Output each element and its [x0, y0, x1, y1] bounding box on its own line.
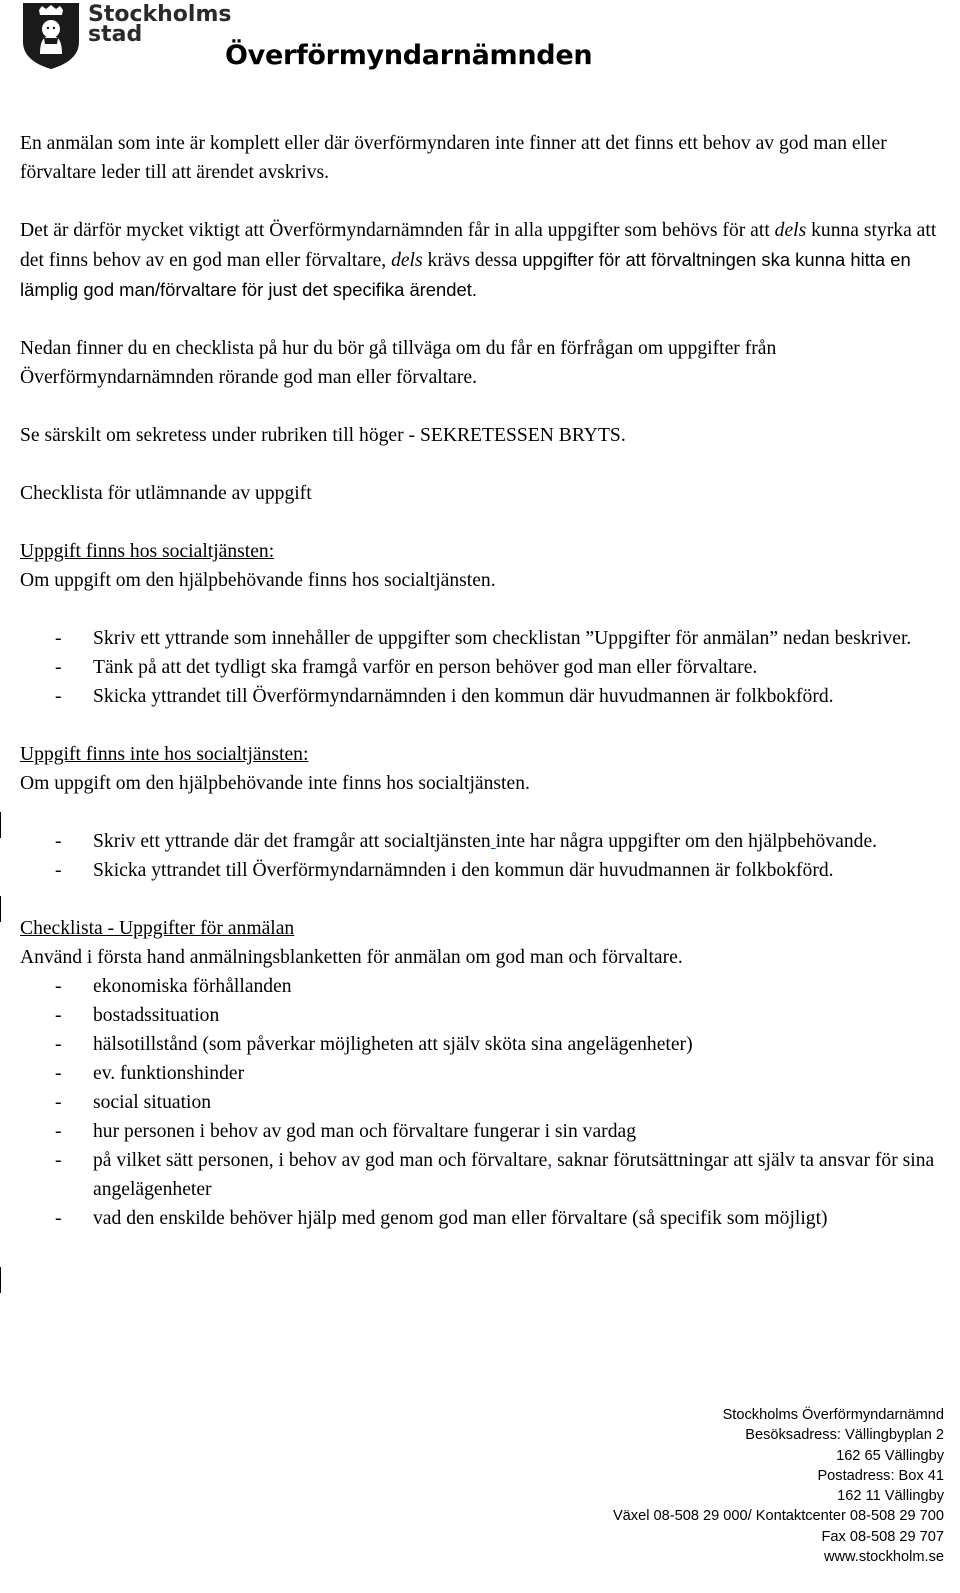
list-item: - hur personen i behov av god man och förvaltare fungerar i sin vardag [55, 1121, 636, 1142]
list-item: - ekonomiska förhållanden [55, 976, 292, 997]
list-item: - Skicka yttrandet till Överförmyndarnämnden i den kommun där huvudmannen är folkbokförd. [55, 686, 834, 707]
department-title: Överförmyndarnämnden [225, 40, 593, 71]
list-item: - vad den enskilde behöver hjälp med genom god man eller förvaltare (så specifik som möjligt) [55, 1208, 828, 1229]
section-intro-no-info: Om uppgift om den hjälpbehövande inte finns hos socialtjänsten. [20, 773, 530, 794]
footer-postal-postcode: 162 11 Vällingby [837, 1488, 944, 1505]
list-item: - Tänk på att det tydligt ska framgå varför en person behöver god man eller förvaltare. [55, 657, 758, 678]
contact-footer [344, 1405, 944, 1567]
footer-visit-address: Besöksadress: Vällingbyplan 2 [745, 1427, 944, 1444]
footer-org-name: Stockholms Överförmyndarnämnd [722, 1407, 944, 1423]
list-item: - Skriv ett yttrande som innehåller de uppgifter som checklistan ”Uppgifter för anmälan” nedan beskriver. [55, 628, 912, 649]
importance-paragraph: Det är därför mycket viktigt att Överförmyndarnämnden får in alla uppgifter som behövs för att dels kunna styrka att det finns behov av en god man eller förvaltare, dels krävs dessa uppgifter för att förvaltningen ska kunna hitta en lämplig god man/förvaltare för just det specifika ärendet. [20, 220, 937, 300]
checklist-title: Checklista för utlämnande av uppgift [20, 483, 312, 504]
document-body [20, 129, 940, 1233]
report-checklist [20, 972, 940, 1233]
section-heading-has-info: Uppgift finns hos socialtjänsten: [20, 541, 275, 562]
checklist-intro-paragraph: Nedan finner du en checklista på hur du bör gå tillväga om du får en förfrågan om uppgifter från Överförmyndarnämnden rörande god man eller förvaltare. [20, 338, 777, 388]
intro-paragraph: En anmälan som inte är komplett eller där överförmyndaren inte finner att det finns ett behov av god man eller förvaltare leder till att ärendet avskrivs. [20, 133, 887, 183]
revision-bar [0, 812, 1, 838]
list-item: - Skriv ett yttrande där det framgår att socialtjänsten inte har några uppgifter om den hjälpbehövande. [55, 831, 878, 852]
page-header [0, 0, 960, 90]
list-item: - på vilket sätt personen, i behov av god man och förvaltare, saknar förutsättningar att själv ta ansvar för sina angelägenheter [55, 1150, 935, 1200]
stockholm-crest-logo [22, 2, 80, 70]
list-item: - bostadssituation [55, 1005, 220, 1026]
secrecy-note: Se särskilt om sekretess under rubriken till höger - SEKRETESSEN BRYTS. [20, 425, 626, 446]
revision-bar [0, 896, 1, 922]
footer-phone: Växel 08-508 29 000/ Kontaktcenter 08-508 29 700 [612, 1508, 944, 1525]
section-heading-no-info: Uppgift finns inte hos socialtjänsten: [20, 744, 309, 765]
list-item: - hälsotillstånd (som påverkar möjligheten att själv sköta sina angelägenheter) [55, 1034, 693, 1055]
no-info-list [20, 827, 940, 885]
section-intro-has-info: Om uppgift om den hjälpbehövande finns hos socialtjänsten. [20, 570, 496, 591]
footer-visit-postcode: 162 65 Vällingby [836, 1447, 944, 1464]
footer-fax: Fax 08-508 29 707 [821, 1528, 944, 1545]
brand-name: Stockholms stad [88, 2, 232, 47]
footer-website: www.stockholm.se [823, 1549, 944, 1566]
section-intro-report-checklist: Använd i första hand anmälningsblanketten för anmälan om god man och förvaltare. [20, 947, 683, 968]
has-info-list [20, 624, 940, 711]
section-heading-report-checklist: Checklista - Uppgifter för anmälan [20, 918, 295, 939]
revision-bar [0, 1267, 1, 1293]
list-item: - Skicka yttrandet till Överförmyndarnämnden i den kommun där huvudmannen är folkbokförd. [55, 860, 834, 881]
list-item: - ev. funktionshinder [55, 1063, 245, 1084]
footer-postal-address: Postadress: Box 41 [817, 1467, 944, 1484]
list-item: - social situation [55, 1092, 212, 1113]
